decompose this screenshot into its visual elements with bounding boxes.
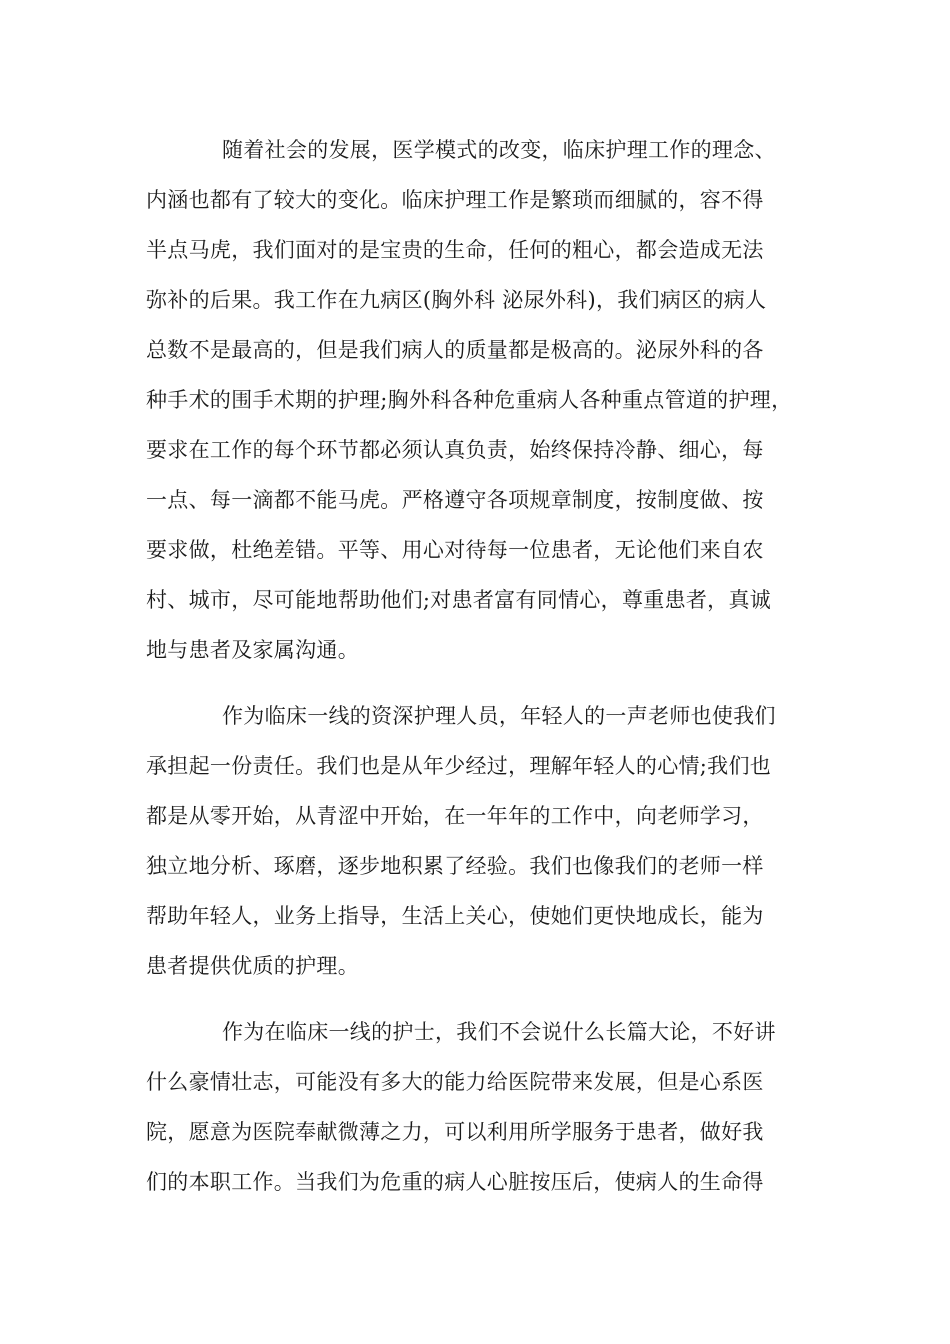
text-line: 种手术的围手术期的护理;胸外科各种危重病人各种重点管道的护理，: [146, 388, 793, 412]
text-line: 独立地分析、琢磨，逐步地积累了经验。我们也像我们的老师一样: [146, 854, 764, 878]
text-line: 作为在临床一线的护士，我们不会说什么长篇大论，不好讲: [222, 1020, 776, 1044]
document-body: [146, 125, 806, 1223]
text-line: 总数不是最高的，但是我们病人的质量都是极高的。泌尿外科的各: [146, 338, 764, 362]
text-line: 承担起一份责任。我们也是从年少经过，理解年轻人的心情;我们也: [146, 754, 772, 778]
paragraph-1: [146, 125, 806, 675]
text-line: 帮助年轻人，业务上指导，生活上关心，使她们更快地成长，能为: [146, 904, 764, 928]
text-line: 们的本职工作。当我们为危重的病人心脏按压后，使病人的生命得: [146, 1170, 764, 1194]
text-line: 患者提供优质的护理。: [146, 954, 359, 978]
text-line: 院，愿意为医院奉献微薄之力，可以利用所学服务于患者，做好我: [146, 1120, 764, 1144]
paragraph-2: [146, 691, 806, 991]
text-line: 村、城市，尽可能地帮助他们;对患者富有同情心，尊重患者，真诚: [146, 588, 772, 612]
text-line: 半点马虎，我们面对的是宝贵的生命，任何的粗心，都会造成无法: [146, 238, 764, 262]
text-line: 要求做，杜绝差错。平等、用心对待每一位患者，无论他们来自农: [146, 538, 764, 562]
text-line: 都是从零开始，从青涩中开始，在一年年的工作中，向老师学习，: [146, 804, 764, 828]
text-line: 随着社会的发展，医学模式的改变，临床护理工作的理念、: [222, 138, 776, 162]
text-line: 要求在工作的每个环节都必须认真负责，始终保持冷静、细心，每: [146, 438, 764, 462]
text-line: 什么豪情壮志，可能没有多大的能力给医院带来发展，但是心系医: [146, 1070, 764, 1094]
text-line: 一点、每一滴都不能马虎。严格遵守各项规章制度，按制度做、按: [146, 488, 764, 512]
text-line: 内涵也都有了较大的变化。临床护理工作是繁琐而细腻的，容不得: [146, 188, 764, 212]
text-line: 弥补的后果。我工作在九病区(胸外科 泌尿外科)，我们病区的病人: [146, 288, 767, 312]
text-line: 地与患者及家属沟通。: [146, 638, 359, 662]
paragraph-3: [146, 1007, 806, 1207]
text-line: 作为临床一线的资深护理人员，年轻人的一声老师也使我们: [222, 704, 776, 728]
